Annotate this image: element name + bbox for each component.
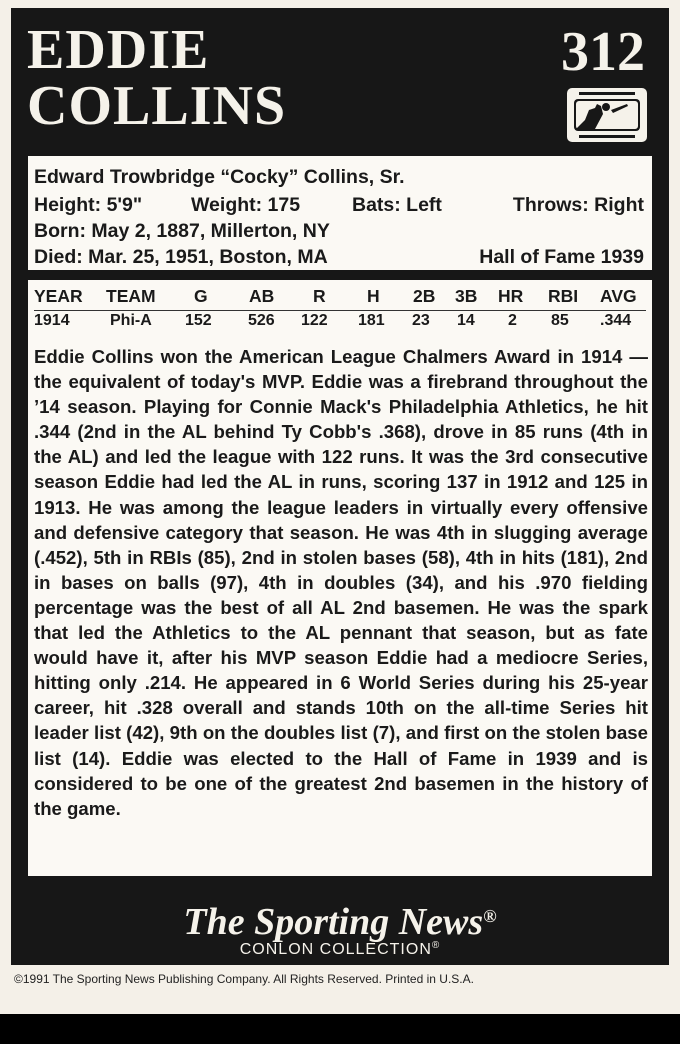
- stats-value-row: [28, 312, 652, 336]
- registered-mark: ®: [431, 940, 441, 951]
- died: Died: Mar. 25, 1951, Boston, MA: [34, 246, 328, 268]
- career-story: Eddie Collins won the American League Chalmers Award in 1914 — the equivalent of today's MVP. Eddie was a firebrand throughout the ’14 season. Playing for Connie Mack's Philadelphia Athletics, he hit .344 (2nd in the AL behind Ty Cobb's .368), drove in 85 runs (4th in the AL) and led the league with 122 runs. It was the 3rd consecutive season Eddie had led the AL in runs, scoring 137 in 1912 and 125 in 1913. He was among the league leaders in virtually every offensive and defensive category that season. He was 4th in slugging average (.452), 5th in RBIs (85), 2nd in stolen bases (58), 4th in hits (181), 2nd in bases on balls (97), 4th in doubles (34), and his .970 fielding percentage was the best of all AL 2nd basemen. He was the spark that led the Athletics to the AL pennant that season, but as fate would have it, after his MVP season Eddie had a mediocre Series, hitting only .214. He appeared in 6 World Series during his 25-year career, hit .328 overall and stands 10th on the all-time Series hit leader list (42), 9th on the doubles list (7), and first on the stolen base list (14). Eddie was elected to the Hall of Fame in 1939 and is considered to be one of the greatest 2nd basemen in the history of the game.: [34, 346, 648, 819]
- stat-value: 2: [508, 312, 517, 329]
- conlon-collection: [11, 940, 669, 959]
- stat-header: AB: [249, 286, 275, 306]
- bats: Bats: Left: [352, 194, 442, 216]
- stat-header: 3B: [455, 286, 478, 306]
- stat-value: 14: [457, 312, 475, 329]
- mlb-logo-icon: [567, 88, 647, 142]
- player-last-name: COLLINS: [27, 75, 287, 137]
- stat-header: TEAM: [106, 286, 156, 306]
- stat-value: .344: [600, 312, 632, 329]
- bio-row-born: [34, 220, 644, 247]
- stat-value: 85: [551, 312, 569, 329]
- registered-mark: ®: [483, 906, 497, 926]
- throws: Throws: Right: [512, 194, 644, 216]
- stat-value: Phi-A: [110, 312, 152, 329]
- bottom-border: [0, 1014, 680, 1044]
- sporting-news-logo: [11, 896, 669, 942]
- stat-header: RBI: [548, 286, 579, 306]
- full-name: Edward Trowbridge “Cocky” Collins, Sr.: [34, 166, 405, 188]
- baseball-card-back: [11, 8, 669, 965]
- player-first-name: EDDIE: [27, 19, 210, 81]
- stat-value: 122: [301, 312, 328, 329]
- stat-header: HR: [498, 286, 524, 306]
- bio-panel: [28, 156, 652, 270]
- stat-value: 181: [358, 312, 385, 329]
- stat-value: 152: [185, 312, 212, 329]
- hall-of-fame: Hall of Fame 1939: [479, 246, 644, 268]
- stat-value: 1914: [34, 312, 70, 329]
- height: Height: 5'9": [34, 194, 143, 216]
- stat-header: H: [367, 286, 380, 306]
- stat-header: 2B: [413, 286, 436, 306]
- bio-row-physical: [34, 194, 644, 221]
- bio-row-name: [34, 166, 644, 193]
- copyright-notice: ©1991 The Sporting News Publishing Company. All Rights Reserved. Printed in U.S.A.: [14, 972, 474, 986]
- stat-header: AVG: [600, 286, 637, 306]
- stats-divider: [34, 310, 646, 311]
- born: Born: May 2, 1887, Millerton, NY: [34, 220, 330, 242]
- weight: Weight: 175: [191, 194, 301, 216]
- stat-value: 23: [412, 312, 430, 329]
- bio-row-died: [34, 246, 644, 273]
- stat-header: R: [313, 286, 326, 306]
- card-number: 312: [561, 21, 645, 83]
- stats-header-row: [28, 286, 652, 310]
- collection-label: CONLON COLLECTION: [239, 941, 432, 958]
- stats-panel: [28, 280, 652, 876]
- player-name: [27, 19, 287, 137]
- stat-header: G: [194, 286, 208, 306]
- stat-value: 526: [248, 312, 275, 329]
- stat-header: YEAR: [34, 286, 83, 306]
- sporting-news-brand: The Sporting News: [183, 901, 484, 943]
